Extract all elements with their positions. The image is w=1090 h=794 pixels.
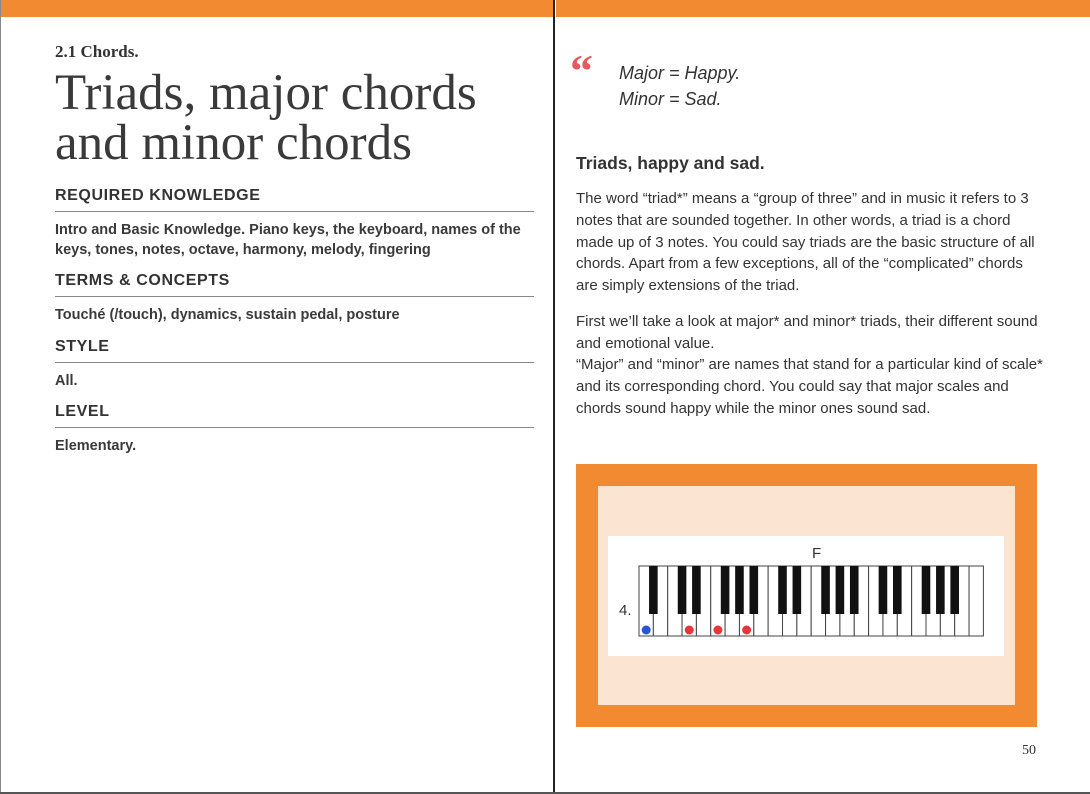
level-text: Elementary. [55,438,137,454]
white-key [969,566,983,636]
paragraph-2: First we’ll take a look at major* and minor* triads, their different sound and emotional value. [576,313,1038,352]
left-edge [0,0,1,794]
black-key [850,566,859,614]
title-line-2: and minor chords [55,115,412,171]
style-text: All. [55,373,78,389]
chord-note-marker [742,626,751,635]
black-key [922,566,931,614]
book-spine [553,0,555,794]
black-key [950,566,959,614]
right-top-bar [556,0,1090,17]
title-line-1: Triads, major chords [55,65,477,121]
black-key [649,566,658,614]
left-top-bar [0,0,554,17]
terms-concepts-text: Touché (/touch), dynamics, sustain pedal, posture [55,307,400,323]
paragraph-3: “Major” and “minor” are names that stand for a particular kind of scale* and its corresponding chord. You could say that major scales and chords sound happy while the minor ones sound sad. [576,356,1043,417]
quote-line-1: Major = Happy. [619,63,741,83]
bass-note-marker [642,626,651,635]
level-heading: LEVEL [55,403,534,428]
black-key [879,566,888,614]
required-knowledge-block [55,187,534,260]
chord-note-marker [713,626,722,635]
black-key [836,566,845,614]
black-key [778,566,787,614]
figure-frame [576,464,1037,727]
black-key [721,566,730,614]
paragraph-1: The word “triad*” means a “group of three” and in music it refers to 3 notes that are sounded together. In other words, a triad is a chord made up of 3 notes. You could say triads are the basic structure of all chords. Apart from a few exceptions, all of the “complicated” chords are simply extensions of the triad. [576,190,1035,295]
terms-concepts-heading: TERMS & CONCEPTS [55,272,534,297]
black-key [821,566,830,614]
page-number: 50 [1022,743,1036,758]
chord-label: F [812,545,822,562]
keyboard-diagram [608,536,1004,656]
row-number: 4. [619,602,632,619]
style-heading: STYLE [55,338,534,363]
quote-line-2: Minor = Sad. [619,89,722,109]
page-title [55,65,545,171]
black-key [936,566,945,614]
quote-mark-icon: “ [570,45,587,96]
figure-inner [598,486,1015,705]
style-block [55,338,534,391]
section-number: 2.1 Chords. [55,42,139,61]
terms-concepts-block [55,272,534,325]
right-page [556,0,1090,794]
level-block [55,403,534,456]
black-key [678,566,687,614]
black-key [793,566,802,614]
black-key [735,566,744,614]
chord-note-marker [685,626,694,635]
required-knowledge-text: Intro and Basic Knowledge. Piano keys, the keyboard, names of the keys, tones, notes, octave, harmony, melody, fingering [55,222,521,258]
section-subheading: Triads, happy and sad. [576,153,765,173]
keyboard-card [608,536,1004,656]
black-key [750,566,759,614]
black-key [893,566,902,614]
black-key [692,566,701,614]
required-knowledge-heading: REQUIRED KNOWLEDGE [55,187,534,212]
